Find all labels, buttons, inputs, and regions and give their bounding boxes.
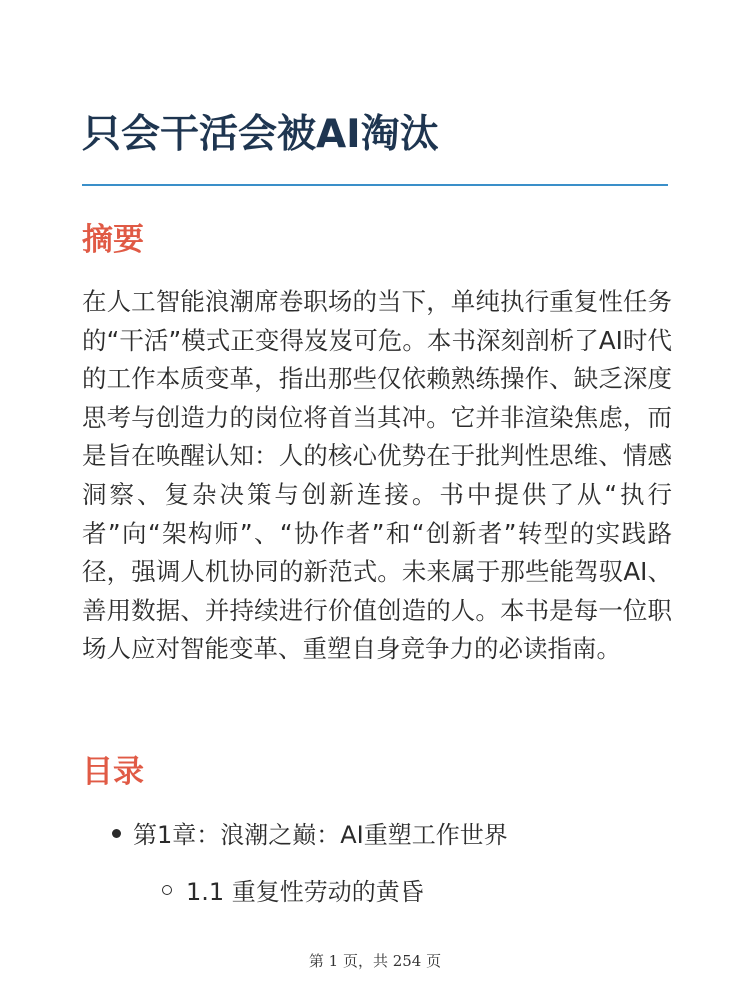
toc-item-chapter-1[interactable] xyxy=(112,821,508,850)
toc-heading: 目录 xyxy=(82,754,144,790)
bullet-disc-icon xyxy=(112,829,121,838)
toc-item-label: 第1章：浪潮之巅：AI重塑工作世界 xyxy=(133,821,508,849)
toc-item-label: 1.1 重复性劳动的黄昏 xyxy=(186,878,424,906)
summary-paragraph: 在人工智能浪潮席卷职场的当下，单纯执行重复性任务的“干活”模式正变得岌岌可危。本书深刻剖析了AI时代的工作本质变革，指出那些仅依赖熟练操作、缺乏深度思考与创造力的岗位将首当其冲。它并非渲染焦虑，而是旨在唤醒认知：人的核心优势在于批判性思维、情感洞察、复杂决策与创新连接。书中提供了从“执行者”向“架构师”、“协作者”和“创新者”转型的实践路径，强调人机协同的新范式。未来属于那些能驾驭AI、善用数据、并持续进行价值创造的人。本书是每一位职场人应对智能变革、重塑自身竞争力的必读指南。 xyxy=(82,287,672,664)
title-divider xyxy=(82,184,668,186)
page-footer: 第 1 页，共 254 页 xyxy=(308,952,442,970)
bullet-circle-icon xyxy=(162,885,172,895)
toc-item-section-1-1[interactable] xyxy=(162,878,424,907)
summary-heading: 摘要 xyxy=(82,222,144,258)
page-title: 只会干活会被AI淘汰 xyxy=(82,112,439,157)
